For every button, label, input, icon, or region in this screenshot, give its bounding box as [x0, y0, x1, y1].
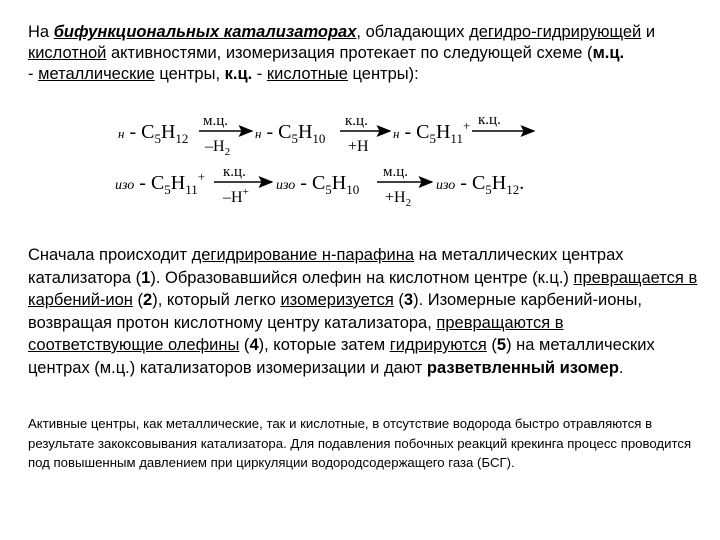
main-term-hydrogenated: гидрируются	[389, 336, 487, 354]
main-text: .	[618, 358, 624, 377]
main-text: Сначала происходит	[28, 246, 192, 264]
main-term-olefins: превращаются в соответствующие олефины	[28, 313, 564, 354]
intro-abbr-kc: к.ц.	[224, 65, 253, 83]
intro-text: центры):	[347, 65, 419, 83]
main-text: (	[486, 336, 497, 354]
main-text: ). Образовавшийся олефин на кислотном центре (к.ц.)	[150, 268, 574, 287]
intro-term-acid: кислотные	[266, 65, 348, 83]
species-iso-carbenium-ion: изо - $C_5H_{11}^+$	[115, 169, 206, 197]
arrow3-top-label: к.ц.	[478, 112, 501, 128]
step-number-3: 3	[403, 291, 414, 309]
species-n-carbenium-ion: н - $C_5H_{11}^+$	[393, 118, 471, 146]
species-n-pentane: н - $C_5H_{12}$	[118, 121, 189, 146]
main-text: на металлических центрах катализатора (	[28, 246, 624, 287]
arrow1-top-label: м.ц.	[203, 113, 229, 129]
main-text: ). Изомерные карбений-ионы, возвращая протон кислотному центру катализатора,	[28, 291, 642, 332]
species-iso-pentane: изо - $C_5H_{12}$.	[436, 172, 525, 197]
intro-text: На	[28, 23, 54, 41]
arrow5-top-label: м.ц.	[383, 164, 409, 180]
main-term-carbenium: превращается в карбений-ион	[28, 268, 698, 309]
main-term-branched-isomer: разветвленный изомер	[426, 358, 619, 377]
arrow1-bottom-label: $-H_2$	[205, 138, 231, 158]
intro-text: , обладающих	[356, 23, 470, 41]
intro-term-bifunctional: бифункциональных катализаторах	[53, 23, 357, 41]
step-number-4: 4	[249, 336, 259, 354]
intro-term-metallic: металлические	[38, 65, 155, 83]
species-n-pentene: н - $C_5H_{10}$	[255, 121, 326, 146]
arrow4-bottom-label: –H+	[223, 186, 249, 206]
note-paragraph: Активные центры, как металлические, так и кислотные, в отсутствие водорода быстро отравляются в результате закоксовывания катализатора. Для подавления побочных реакций крекинга процесс проводится под повышенным давлением при циркуляции водородсодержащего газа (БСГ).	[28, 416, 692, 470]
main-text: ) на металлических центрах (м.ц.) катализаторов изомеризации и дают	[28, 336, 655, 377]
step-number-5: 5	[496, 336, 507, 354]
step-number-2: 2	[143, 291, 153, 309]
explanation-paragraph	[28, 244, 698, 379]
main-term-isomerizes: изомеризуется	[280, 291, 394, 309]
intro-text: центры,	[154, 65, 225, 83]
arrow5-bottom-label: $+H_2$	[385, 189, 412, 209]
intro-abbr-mc: м.ц.	[592, 44, 625, 62]
intro-text: активностями, изомеризация протекает по следующей схеме (	[106, 44, 593, 62]
main-text: (	[239, 336, 250, 354]
intro-term-acidic: кислотной	[28, 44, 107, 62]
main-text: (	[393, 291, 404, 309]
step-number-1: 1	[141, 268, 151, 287]
main-text: ), которые затем	[258, 336, 390, 354]
main-text: ), который легко	[152, 291, 281, 309]
main-text: (	[132, 291, 144, 309]
intro-text: -	[28, 65, 39, 83]
intro-text: -	[252, 65, 267, 83]
main-term-dehydrogenation: дегидрирование н-парафина	[191, 246, 415, 264]
arrow2-top-label: к.ц.	[345, 113, 368, 129]
arrow2-bottom-label: +H	[348, 138, 369, 155]
intro-term-dehydro: дегидро-гидрирующей	[469, 23, 642, 41]
species-iso-pentene: изо - $C_5H_{10}$	[276, 172, 360, 197]
intro-text: и	[641, 23, 656, 41]
arrow4-top-label: к.ц.	[223, 164, 246, 180]
